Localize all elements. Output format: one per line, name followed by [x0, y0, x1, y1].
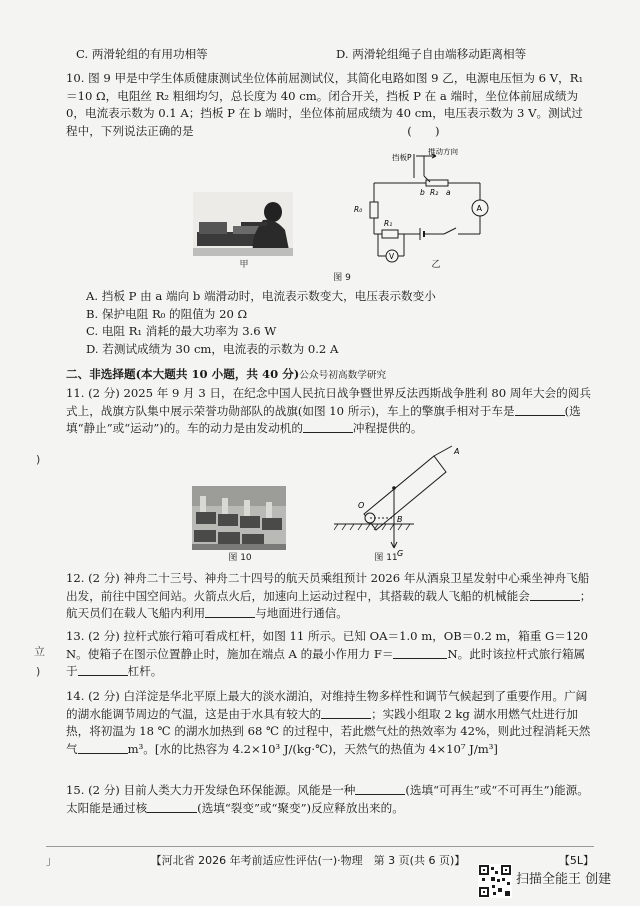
figure-9-jia-label: 甲: [239, 260, 249, 270]
section-2-note: 公众号初高数学研究: [299, 370, 387, 381]
circuit-r1-label: R₁: [384, 219, 393, 228]
q14-text-3: m³。[水的比热容为 4.2×10³ J/(kg·℃)，天然气的热值为 4×10⁷ J/m³]: [127, 741, 498, 756]
q14-text-2: ；实践小组取 2 kg 湖水用燃气灶进行加热，将初温为 18 ℃ 的湖水加热到 68 ℃ 的过程中，若此燃气灶的热效率为 42%，则此过程消耗天然气: [66, 706, 591, 756]
question-15: [66, 782, 594, 817]
previous-question-options: [76, 46, 596, 64]
figure-9-yi-label: 乙: [431, 260, 441, 270]
question-10-text: 10. 图 9 甲是中学生体质健康测试坐位体前屈测试仪，其简化电路如图 9 乙，电源电压恒为 6 V，R₁＝10 Ω，电阻丝 R₂ 粗细均匀，总长度为 40 cm。闭合开关，挡板 P 在 a 端时，坐位体前屈成绩为 0，电流表示数为 0.1 A；挡板 P 在 b 端时，坐位体前屈成绩为 40 cm，电压表示数为 3 V。测试过程中，下列说法正确的是: [66, 71, 584, 138]
figure-9-photo: [193, 192, 293, 256]
q11-text-2: (选填“静止”或“运动”)的。车的动力是由发动机的: [66, 403, 581, 436]
q15-text-1: 15. (2 分) 目前人类大力开发绿色环保能源。风能是一种: [66, 783, 356, 797]
option-c: C. 两滑轮组的有用功相等: [76, 47, 208, 61]
q11-text-1: 11. (2 分) 2025 年 9 月 3 日，在纪念中国人民抗日战争暨世界反法西斯战争胜利 80 周年大会的阅兵式上，战旗方队集中展示荣誉功勋部队的战旗(如图 10 所示)，车上的擎旗手相对于车是: [66, 386, 591, 418]
q13-text-3: 杠杆。: [127, 664, 163, 679]
q15-text-2: (选填“可再生”或“不可再生”)能源。太阳能是通过核: [66, 783, 589, 815]
circuit-b-label: b: [420, 188, 425, 197]
question-10-stem: [66, 70, 594, 140]
circuit-a-label: a: [446, 188, 451, 197]
footer-title: 【河北省 2026 年考前适应性评估(一)·物理 第 3 页(共 6 页)】: [150, 854, 466, 867]
figure-10-caption: 图 10: [228, 553, 252, 563]
fig11-label-b: B: [397, 515, 403, 524]
section-2-heading: [66, 366, 594, 384]
q11-text-3: 冲程提供的。: [352, 421, 423, 436]
question-12: [66, 570, 594, 623]
figure-9-caption: 图 9: [333, 273, 351, 283]
circuit-r2-label: R₂: [430, 188, 439, 197]
margin-mark-paren-1: ): [36, 453, 41, 466]
circuit-baffle-label: 挡板P: [392, 153, 412, 162]
q12-blank-2[interactable]: [205, 605, 255, 618]
scanner-watermark: 扫描全能王 创建: [516, 872, 612, 887]
figure-11-caption: 图 11: [374, 553, 398, 563]
circuit-ammeter-label: A: [476, 204, 482, 213]
margin-mark-li: 立: [34, 645, 45, 658]
question-14: [66, 688, 594, 758]
q14-blank-2[interactable]: [78, 741, 128, 754]
question-10-options: [86, 288, 596, 358]
q12-blank-1[interactable]: [530, 588, 580, 601]
option-d: D. 两滑轮组绳子自由端移动距离相等: [336, 47, 527, 61]
q13-blank-1[interactable]: [393, 646, 447, 659]
margin-mark-paren-2: ): [36, 665, 41, 678]
circuit-voltmeter-label: V: [389, 252, 395, 261]
q13-text-1: 13. (2 分) 拉杆式旅行箱可看成杠杆，如图 11 所示。已知 OA＝1.0 m，OB＝0.2 m，箱重 G＝120 N。使箱子在图示位置静止时，施加在端点 A 的最小作用力 F＝: [66, 629, 588, 661]
footer-corner-mark: 」: [46, 854, 57, 867]
q12-text-1: 12. (2 分) 神舟二十三号、神舟二十四号的航天员乘组预计 2026 年从酒泉卫星发射中心乘坐神舟飞船出发，前往中国空间站。火箭点火后，加速向上运动过程中，其搭载的载人飞船的机械能会: [66, 571, 590, 603]
q15-text-3: (选填“裂变”或“聚变”)反应释放出来的。: [197, 800, 404, 815]
section-2-title: 二、非选择题(本大题共 10 小题，共 40 分): [66, 367, 300, 381]
q14-blank-1[interactable]: [321, 706, 371, 719]
q15-blank-2[interactable]: [147, 800, 197, 813]
footer-code: 【5L】: [558, 854, 594, 867]
question-11: [66, 385, 594, 438]
q10-option-b: B. 保护电阻 R₀ 的阻值为 20 Ω: [86, 306, 248, 321]
q10-option-d: D. 若测试成绩为 30 cm，电流表的示数为 0.2 A: [86, 341, 339, 356]
q10-option-a: A. 挡板 P 由 a 端向 b 端滑动时，电流表示数变大，电压表示数变小: [86, 289, 436, 303]
q13-text-2: N。此时该拉杆式旅行箱属于: [66, 646, 586, 679]
q12-text-3: 与地面进行通信。: [255, 606, 348, 621]
parade-photo-icon: [192, 486, 286, 550]
q12-text-2: ；航天员们在载人飞船内利用: [66, 588, 592, 621]
fig11-label-a: A: [454, 447, 460, 456]
tester-photo-icon: [193, 192, 293, 256]
fig11-label-o: O: [358, 501, 365, 510]
q15-blank-1[interactable]: [355, 782, 405, 795]
q14-text-1: 14. (2 分) 白洋淀是华北平原上最大的淡水湖泊，对维持生物多样性和调节气候起到了重要作用。广阔的湖水能调节周边的气温，这是由于水具有较大的: [66, 689, 588, 721]
q10-option-c: C. 电阻 R₁ 消耗的最大功率为 3.6 W: [86, 324, 277, 339]
q11-blank-2[interactable]: [303, 420, 353, 433]
figure-10-photo: [192, 486, 286, 550]
figure-11-suitcase-lever: [334, 444, 464, 564]
fig11-label-g: G: [397, 549, 404, 558]
answer-paren: ( ): [407, 123, 440, 138]
circuit-r0-label: R₀: [354, 205, 363, 214]
question-13: [66, 628, 594, 681]
q13-blank-2[interactable]: [78, 663, 128, 676]
q11-blank-1[interactable]: [515, 403, 565, 416]
circuit-direction-label: 推动方向: [428, 148, 458, 156]
qr-code-icon: [478, 864, 512, 898]
figure-9-circuit: [352, 148, 500, 270]
